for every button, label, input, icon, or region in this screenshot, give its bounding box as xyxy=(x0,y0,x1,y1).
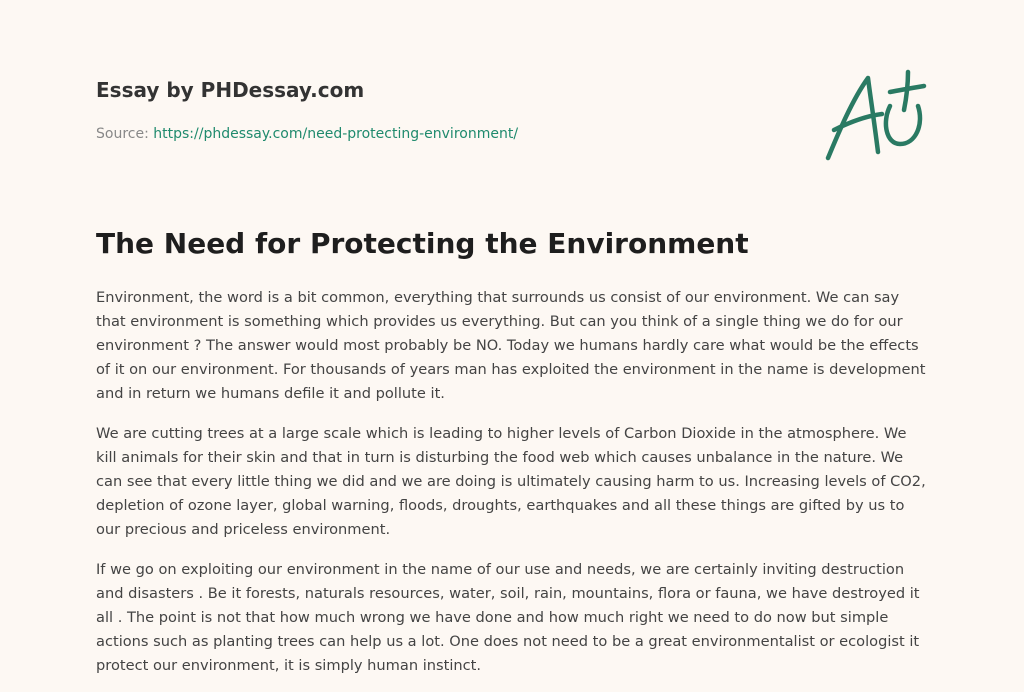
essay-body xyxy=(96,286,928,692)
source-label: Source: xyxy=(96,126,154,142)
essay-paragraph: We are cutting trees at a large scale which is leading to higher levels of Carbon Dioxide in the atmosphere. We kill animals for their skin and that in turn is disturbing the food web which causes unbalance in the nature. We can see that every little thing we did and we are doing is ultimately causing harm to us. Increasing levels of CO2, depletion of ozone layer, global warning, floods, droughts, earthquakes and all these things are gifted by us to our precious and priceless environment. xyxy=(96,425,926,538)
essay-header xyxy=(96,76,796,144)
brand-title: Essay by PHDessay.com xyxy=(96,78,365,102)
essay-title: The Need for Protecting the Environment xyxy=(96,227,749,260)
source-line xyxy=(96,124,796,144)
essay-paragraph: If we go on exploiting our environment in the name of our use and needs, we are certainly inviting destruction and disasters . Be it forests, naturals resources, water, soil, rain, mountains, flora or fauna, we have destroyed it all . The point is not that how much wrong we have done and how much right we need to do now but simple actions such as planting trees can help us a lot. One does not need to be a great environmentalist or ecologist it protect our environment, it is simply human instinct. xyxy=(96,561,920,674)
source-link[interactable]: https://phdessay.com/need-protecting-environment/ xyxy=(153,126,519,142)
a-plus-logo-icon xyxy=(820,64,930,164)
essay-paragraph: Environment, the word is a bit common, everything that surrounds us consist of our environment. We can say that environment is something which provides us everything. But can you think of a single thing we do for our environment ? The answer would most probably be NO. Today we humans hardly care what would be the effects of it on our environment. For thousands of years man has exploited the environment in the name is development and in return we humans defile it and pollute it. xyxy=(96,289,926,402)
